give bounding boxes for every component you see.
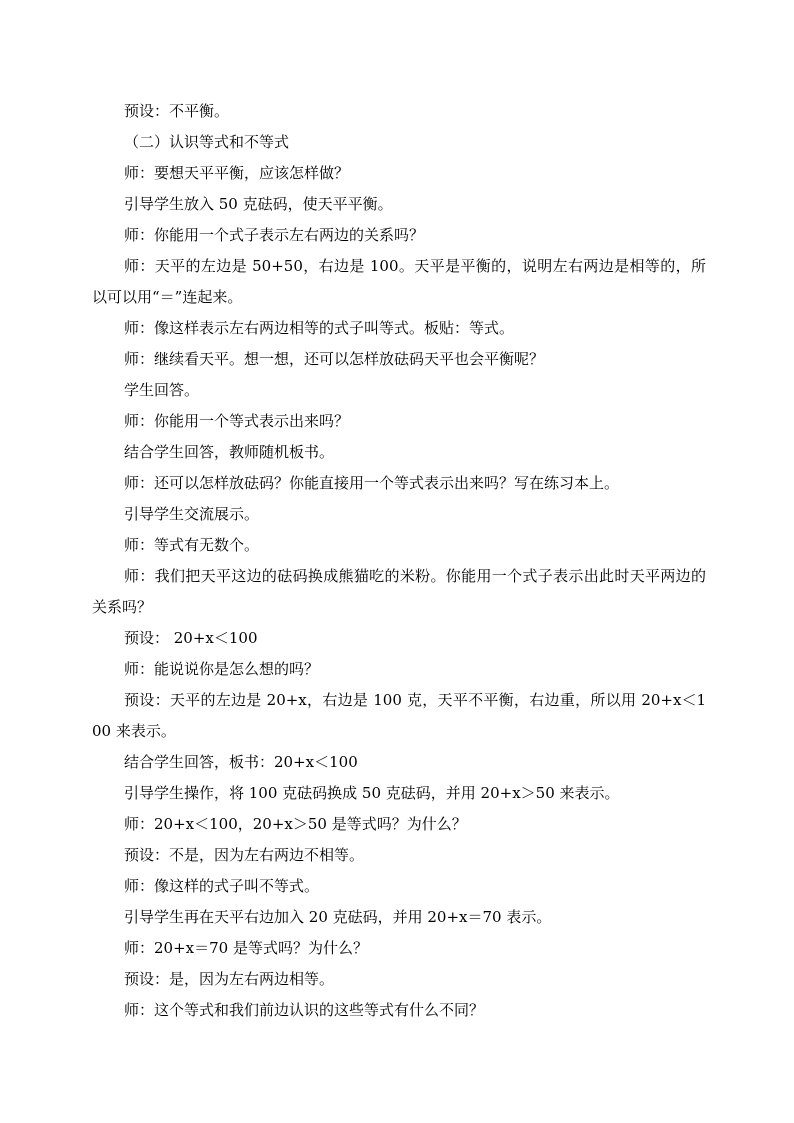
paragraph: 师：20+x＜100，20+x＞50 是等式吗？为什么？ (124, 815, 467, 833)
paragraph: 预设： 20+x＜100 (124, 629, 258, 647)
paragraph: 引导学生交流展示。 (124, 505, 260, 523)
paragraph: 师：等式有无数个。 (124, 536, 260, 554)
paragraph: 引导学生再在天平右边加入 20 克砝码，并用 20+x＝70 表示。 (124, 908, 552, 926)
paragraph: 引导学生放入 50 克砝码，使天平平衡。 (124, 195, 393, 213)
section-heading: （二）认识等式和不等式 (124, 133, 290, 151)
paragraph: 预设：不是，因为左右两边不相等。 (124, 846, 365, 864)
paragraph: 预设：不平衡。 (124, 102, 230, 120)
paragraph: 结合学生回答，板书：20+x＜100 (124, 753, 358, 771)
paragraph: 师：天平的左边是 50+50，右边是 100。天平是平衡的，说明左右两边是相等的，所以可以用“＝”连起来。 (92, 257, 706, 306)
paragraph: 师：继续看天平。想一想，还可以怎样放砝码天平也会平衡呢？ (124, 350, 545, 368)
document-body (92, 96, 706, 1026)
paragraph: 学生回答。 (124, 381, 200, 399)
paragraph: 结合学生回答，教师随机板书。 (124, 443, 335, 461)
paragraph: 师：要想天平平衡，应该怎样做？ (124, 164, 350, 182)
paragraph: 引导学生操作，将 100 克砝码换成 50 克砝码，并用 20+x＞50 来表示。 (124, 784, 620, 802)
paragraph: 师：像这样的式子叫不等式。 (124, 877, 320, 895)
paragraph: 师：这个等式和我们前边认识的这些等式有什么不同？ (124, 1001, 485, 1019)
paragraph: 师：能说说你是怎么想的吗？ (124, 660, 320, 678)
paragraph: 师：你能用一个等式表示出来吗？ (124, 412, 350, 430)
paragraph: 预设：是，因为左右两边相等。 (124, 970, 335, 988)
paragraph: 师：你能用一个式子表示左右两边的关系吗？ (124, 226, 425, 244)
paragraph: 师：还可以怎样放砝码？你能直接用一个等式表示出来吗？写在练习本上。 (124, 474, 620, 492)
paragraph: 师：我们把天平这边的砝码换成熊猫吃的米粉。你能用一个式子表示出此时天平两边的关系吗？ (92, 567, 706, 616)
paragraph: 师：像这样表示左右两边相等的式子叫等式。板贴：等式。 (124, 319, 515, 337)
paragraph: 师：20+x＝70 是等式吗？为什么？ (124, 939, 368, 957)
paragraph: 预设：天平的左边是 20+x，右边是 100 克，天平不平衡，右边重，所以用 20+x＜100 来表示。 (92, 691, 706, 740)
